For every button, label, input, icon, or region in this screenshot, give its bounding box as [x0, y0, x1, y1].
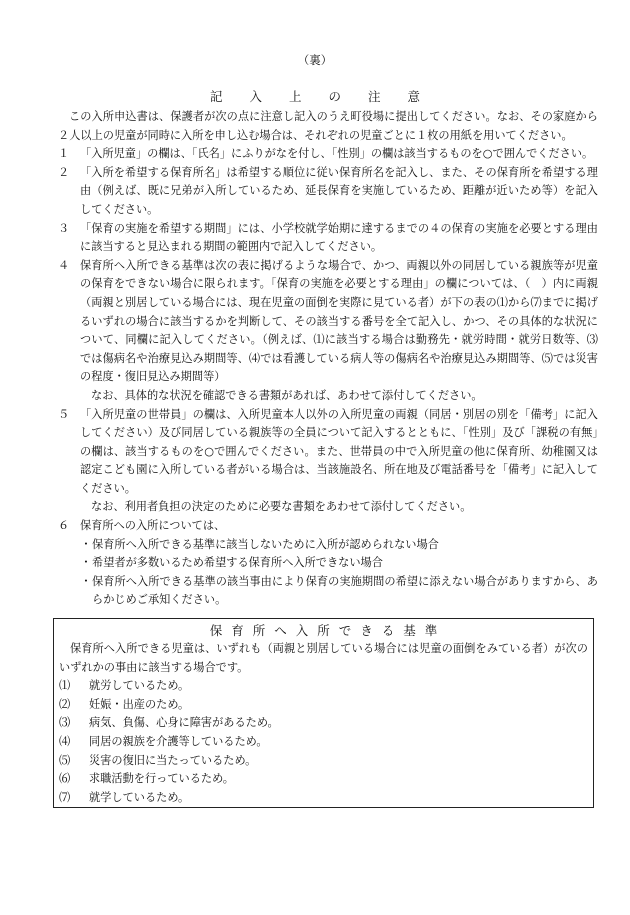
reason-text: 妊娠・出産のため。: [89, 697, 190, 711]
reason-number: ⑴: [59, 679, 71, 693]
criteria-reason: [59, 677, 588, 696]
note-item-5: [58, 406, 598, 499]
bullet-item: [80, 554, 598, 573]
note-item-6: [58, 517, 598, 536]
item-text: 「入所児童の世帯員」の欄は、入所児童本人以外の入所児童の両親（同居・別居の別を「備考」に記入してください）及び同居している親族等の全員について記入するとともに、「性別」及び「課税の有無」の欄は、該当するものを○で囲んでください。また、世帯員の中で入所児童の他に保育所、幼稚園又は認定こども園に入所している者がいる場合は、当該施設名、所在地及び電話番号を「備考」に記入してください。: [80, 407, 598, 495]
notes-title: 記入上の注意: [209, 89, 447, 104]
item-text: 「保育の実施を希望する期間」には、小学校就学始期に達するまでの４の保育の実施を必要とする理由に該当すると見込まれる期間の範囲内で記入してください。: [80, 221, 598, 254]
criteria-title: 保育所へ入所できる基準: [209, 623, 447, 638]
item-number: ４: [58, 258, 70, 272]
reason-text: 就労しているため。: [89, 679, 190, 693]
reason-text: 災害の復旧に当たっているため。: [89, 753, 257, 767]
bullet-text: 保育所へ入所できる基準に該当しないために入所が認められない場合: [92, 537, 439, 551]
bullet-text: 希望者が多数いるため希望する保育所へ入所できない場合: [92, 556, 383, 570]
notes-body: [58, 108, 598, 610]
reason-text: 病気、負傷、心身に障害があるため。: [89, 716, 279, 730]
bullet-dot: ・: [80, 556, 92, 570]
item-5-note: なお、利用者負担の決定のために必要な書類をあわせて添付してください。: [91, 500, 472, 514]
page-side-label: （裏）: [297, 53, 333, 67]
reason-number: ⑶: [59, 716, 71, 730]
item-text: 「入所児童」の欄は、「氏名」にふりがなを付し、「性別」の欄は該当するものを○で囲んでください。: [80, 147, 594, 161]
criteria-reason: [59, 752, 588, 771]
item-text: 「入所を希望する保育所名」は希望する順位に従い保育所名を記入し、また、その保育所を希望する理由（例えば、既に兄弟が入所しているため、延長保育を実施しているため、距離が近いため等）を記入してください。: [80, 165, 598, 216]
item-text: 保育所への入所については、: [80, 519, 226, 533]
bullet-item: [80, 536, 598, 555]
reason-text: 同居の親族を介護等しているため。: [89, 734, 268, 748]
bullet-dot: ・: [80, 537, 92, 551]
admission-criteria-box: [53, 618, 594, 808]
bullet-item: [80, 573, 598, 610]
reason-number: ⑹: [59, 772, 71, 786]
item-text: 保育所へ入所できる基準は次の表に掲げるような場合で、かつ、両親以外の同居している親族等が児童の保育をできない場合に限られます。「保育の実施を必要とする理由」の欄については、（ ）内に両親（両親と別居している場合には、現在児童の面倒を実際に見ている者）が下の表の⑴から⑺までに掲げるいずれの場合に該当するかを判断して、その該当する番号を全て記入し、かつ、その具体的な状況について、同欄に記入してください。（例えば、⑴に該当する場合は勤務先・就労時間・就労日数等、⑶では傷病名や治療見込み期間等、⑷では看護している病人等の傷病名や治療見込み期間等、⑸では災害の程度・復旧見込み期間等）: [80, 258, 598, 384]
reason-text: 求職活動を行っているため。: [89, 772, 234, 786]
note-item-3: [58, 220, 598, 257]
reason-number: ⑺: [59, 790, 71, 804]
note-item-4: [58, 257, 598, 387]
criteria-reason: [59, 696, 588, 715]
item-4-note: なお、具体的な状況を確認できる書類があれば、あわせて添付してください。: [91, 388, 483, 402]
item-number: ２: [58, 165, 70, 179]
criteria-reason: [59, 714, 588, 733]
reason-number: ⑸: [59, 753, 71, 767]
criteria-intro: 保育所へ入所できる児童は、いずれも（両親と別居している場合には児童の面倒をみている者）が次のいずれかの事由に該当する場合です。: [59, 642, 588, 674]
criteria-reason: [59, 733, 588, 752]
criteria-reason: [59, 770, 588, 789]
reason-text: 就学しているため。: [89, 790, 190, 804]
item-number: ５: [58, 407, 70, 421]
reason-number: ⑷: [59, 734, 71, 748]
bullet-dot: ・: [80, 574, 92, 588]
note-item-1: [58, 145, 598, 164]
note-item-2: [58, 164, 598, 220]
item-number: １: [58, 147, 70, 161]
criteria-reason: [59, 789, 588, 808]
intro-paragraph: この入所申込書は、保護者が次の点に注意し記入のうえ町役場に提出してください。なお、その家庭から２人以上の児童が同時に入所を申し込む場合は、それぞれの児童ごとに１枚の用紙を用いてください。: [58, 110, 598, 142]
item-number: ３: [58, 221, 70, 235]
item-number: ６: [58, 519, 70, 533]
bullet-text: 保育所へ入所できる基準の該当事由により保育の実施期間の希望に添えない場合がありますから、あらかじめご承知ください。: [92, 574, 598, 607]
reason-number: ⑵: [59, 697, 71, 711]
